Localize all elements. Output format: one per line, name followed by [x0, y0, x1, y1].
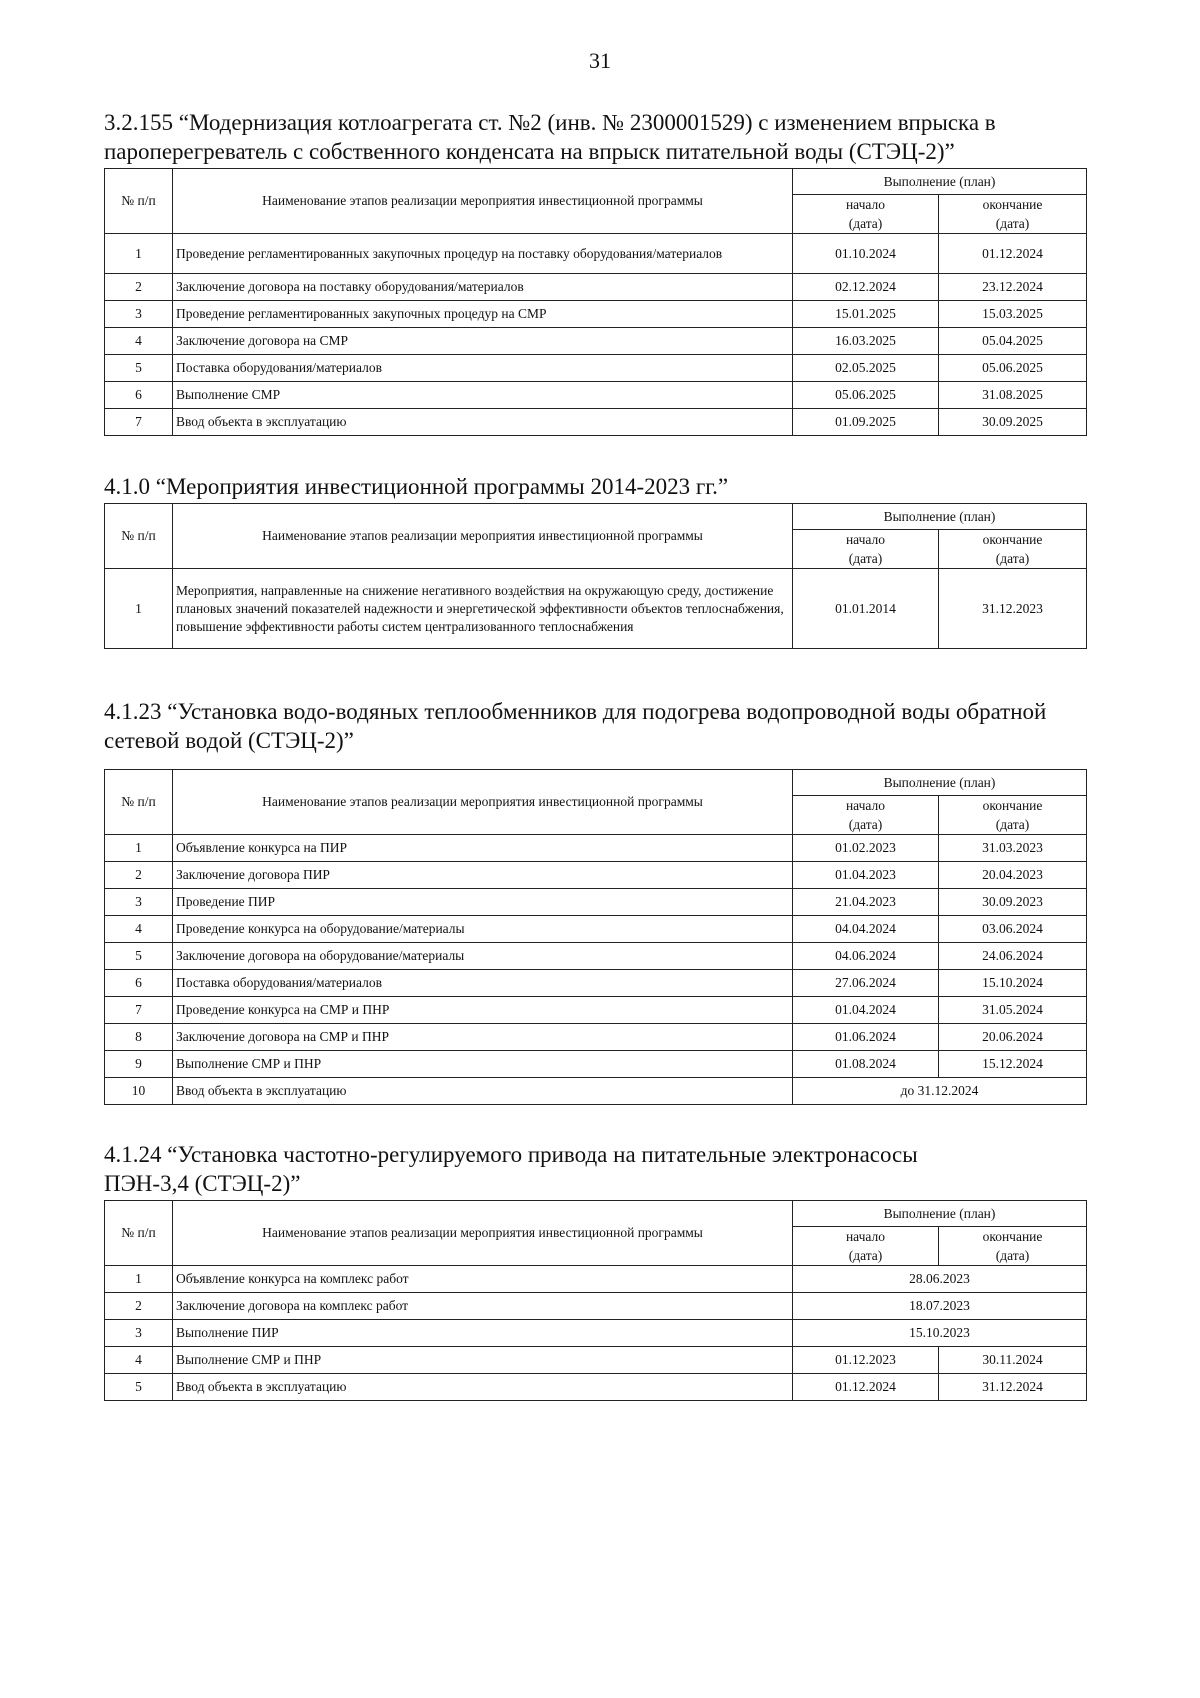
table-row: 4 Проведение конкурса на оборудование/материалы 04.04.2024 03.06.2024 [105, 916, 1087, 943]
header-num: № п/п [105, 504, 173, 569]
table-row: 7 Проведение конкурса на СМР и ПНР 01.04.2024 31.05.2024 [105, 997, 1087, 1024]
schedule-table [104, 503, 1087, 649]
table-row: 3 Проведение ПИР 21.04.2023 30.09.2023 [105, 889, 1087, 916]
header-start: начало (дата) [793, 195, 939, 234]
header-end: окончание (дата) [939, 530, 1087, 569]
section-4-1-24 [104, 1140, 1086, 1401]
table-row: 4 Заключение договора на СМР 16.03.2025 05.04.2025 [105, 328, 1087, 355]
header-execution: Выполнение (план) [793, 770, 1087, 796]
header-start: начало (дата) [793, 796, 939, 835]
header-start: начало (дата) [793, 530, 939, 569]
table-row: 8 Заключение договора на СМР и ПНР 01.06.2024 20.06.2024 [105, 1024, 1087, 1051]
header-num: № п/п [105, 169, 173, 234]
table-row: 1 Объявление конкурса на ПИР 01.02.2023 31.03.2023 [105, 835, 1087, 862]
table-row: 6 Поставка оборудования/материалов 27.06.2024 15.10.2024 [105, 970, 1087, 997]
table-row: 10 Ввод объекта в эксплуатацию до 31.12.2024 [105, 1078, 1087, 1105]
header-execution: Выполнение (план) [793, 169, 1087, 195]
header-end: окончание (дата) [939, 195, 1087, 234]
header-name: Наименование этапов реализации мероприятия инвестиционной программы [173, 1201, 793, 1266]
header-end: окончание (дата) [939, 796, 1087, 835]
header-execution: Выполнение (план) [793, 1201, 1087, 1227]
header-name: Наименование этапов реализации мероприятия инвестиционной программы [173, 504, 793, 569]
table-row: 1 Проведение регламентированных закупочных процедур на поставку оборудования/материалов 01.10.2024 01.12.2024 [105, 234, 1087, 274]
section-title: 4.1.24 “Установка частотно-регулируемого привода на питательные электронасосы ПЭН-3,4 (СТЭЦ-2)” [104, 1142, 918, 1196]
section-title: 4.1.0 “Мероприятия инвестиционной программы 2014-2023 гг.” [104, 474, 729, 499]
schedule-table [104, 769, 1087, 1105]
table-row: 3 Проведение регламентированных закупочных процедур на СМР 15.01.2025 15.03.2025 [105, 301, 1087, 328]
table-row: 3 Выполнение ПИР 15.10.2023 [105, 1320, 1087, 1347]
header-name: Наименование этапов реализации мероприятия инвестиционной программы [173, 770, 793, 835]
header-num: № п/п [105, 1201, 173, 1266]
section-4-1-23 [104, 697, 1086, 1105]
section-title: 3.2.155 “Модернизация котлоагрегата ст. №2 (инв. № 2300001529) с изменением впрыска в пароперегреватель с собственного конденсата на впрыск питательной воды (СТЭЦ-2)” [104, 110, 996, 164]
header-num: № п/п [105, 770, 173, 835]
section-3-2-155 [104, 108, 1086, 436]
header-start: начало (дата) [793, 1227, 939, 1266]
table-row: 1 Объявление конкурса на комплекс работ 28.06.2023 [105, 1266, 1087, 1293]
table-row: 6 Выполнение СМР 05.06.2025 31.08.2025 [105, 382, 1087, 409]
table-row: 2 Заключение договора на поставку оборудования/материалов 02.12.2024 23.12.2024 [105, 274, 1087, 301]
table-row: 7 Ввод объекта в эксплуатацию 01.09.2025 30.09.2025 [105, 409, 1087, 436]
table-row: 5 Ввод объекта в эксплуатацию 01.12.2024 31.12.2024 [105, 1374, 1087, 1401]
table-row: 2 Заключение договора на комплекс работ 18.07.2023 [105, 1293, 1087, 1320]
section-4-1-0 [104, 472, 1086, 649]
header-name: Наименование этапов реализации мероприятия инвестиционной программы [173, 169, 793, 234]
table-row: 2 Заключение договора ПИР 01.04.2023 20.04.2023 [105, 862, 1087, 889]
section-title: 4.1.23 “Установка водо-водяных теплообменников для подогрева водопроводной воды обратной сетевой водой (СТЭЦ-2)” [104, 699, 1047, 753]
table-row: 5 Поставка оборудования/материалов 02.05.2025 05.06.2025 [105, 355, 1087, 382]
table-row: 9 Выполнение СМР и ПНР 01.08.2024 15.12.2024 [105, 1051, 1087, 1078]
page-number: 31 [589, 48, 611, 73]
table-row: 5 Заключение договора на оборудование/материалы 04.06.2024 24.06.2024 [105, 943, 1087, 970]
header-end: окончание (дата) [939, 1227, 1087, 1266]
schedule-table [104, 168, 1087, 436]
table-row: 4 Выполнение СМР и ПНР 01.12.2023 30.11.2024 [105, 1347, 1087, 1374]
header-execution: Выполнение (план) [793, 504, 1087, 530]
table-row: 1 Мероприятия, направленные на снижение негативного воздействия на окружающую среду, достижение плановых значений показателей надежности и энергетической эффективности объектов теплоснабжения, повышение эффективности работы систем централизованного теплоснабжения 01.01.2014 31.12.2023 [105, 569, 1087, 649]
schedule-table [104, 1200, 1087, 1401]
